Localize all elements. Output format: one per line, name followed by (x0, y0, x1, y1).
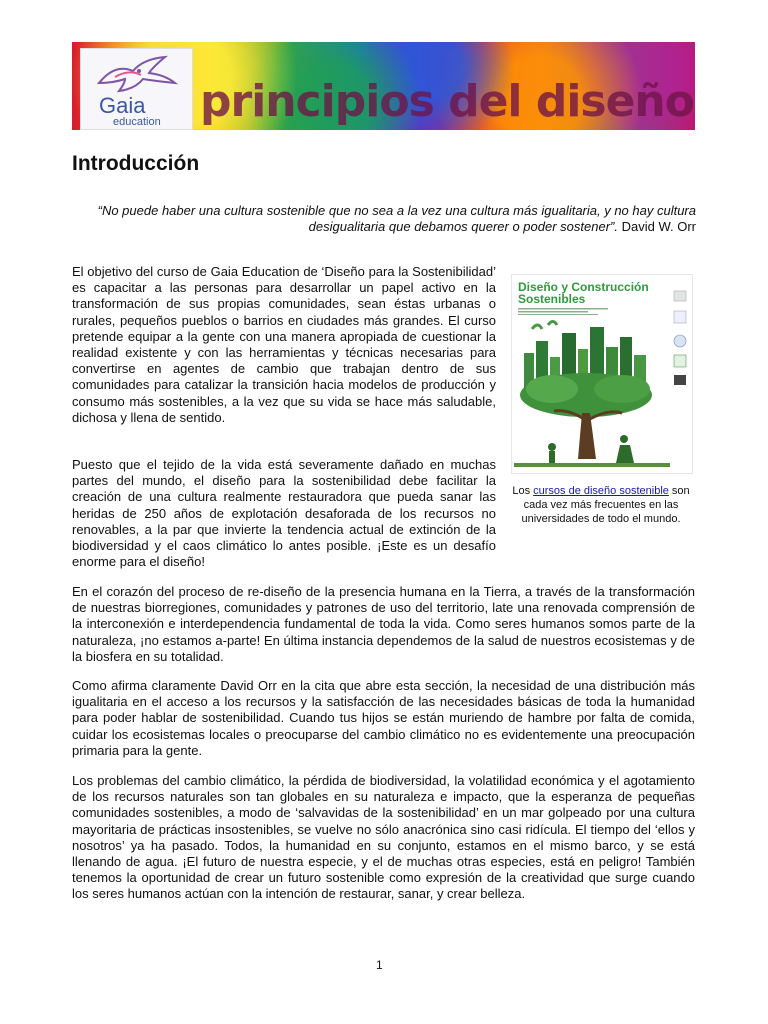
banner-title: principios del diseño (200, 76, 694, 127)
figure-caption (507, 484, 695, 526)
book-cover-subtext-lines (518, 307, 658, 315)
logo-subtitle: education (113, 116, 161, 128)
sponsor-logos-icon (672, 289, 688, 389)
page-number: 1 (376, 958, 383, 972)
paragraph-3: En el corazón del proceso de re-diseño de la presencia humana en la Tierra, a través de la transformación de nuestras biorregiones, comunidades y patrones de uso del territorio, late una renovada comprensión de la interconexión e interdependencia fundamental de toda la vida. Como seres humanos somos parte de la naturaleza, ¡no estamos a-parte! En última instancia dependemos de la salud de nuestros ecosistemas y de la biosfera en su totalidad. (72, 584, 695, 664)
hummingbird-icon (95, 53, 179, 97)
paragraph-1: El objetivo del curso de Gaia Education de ‘Diseño para la Sostenibilidad’ es capacitar a las personas para desarrollar un papel activo en la transformación de sus propias comunidades, sean éstas urbanas o rurales, pequeños pueblos o barrios en ciudades más grandes. El curso pretende equipar a la gente con una manera apropiada de cuestionar la realidad existente y con las herramientas y técnicas necesarias para convertirse en agentes de cambio que trabajan dentro de sus comunidades para catalizar la transición hacia modelos de producción y consumo más sostenibles, a la vez que su vida se hace más saludable, dichosa y llena de sentido. (72, 264, 496, 425)
quote-author: David W. Orr (617, 219, 696, 234)
paragraph-5: Los problemas del cambio climático, la pérdida de biodiversidad, la volatilidad económica y el agotamiento de los recursos naturales son tan globales en su naturaleza e impacto, que la esperanza de pequeñas comunidades sostenibles, a modo de ‘salvavidas de la sostenibilidad’ en un mar golpeado por una cultura mayoritaria de prácticas insostenibles, se vuelve no sólo anacrónica sino casi ridícula. El tiempo del ‘ellos y nosotros’ ya ha pasado. Todos, la humanidad en su conjunto, estamos en el mismo barco, y se está llenando de agua. ¡El futuro de nuestra especie, y el de muchas otras especies, está en peligro! También tenemos la oportunidad de crear un futuro sostenible como expresión de la creatividad que surge cuando los seres humanos actúan con la intención de restaurar, sanar, y crear belleza. (72, 773, 695, 902)
caption-link[interactable]: cursos de diseño sostenible (533, 485, 669, 497)
header-banner (72, 42, 695, 130)
book-cover-figure (507, 274, 695, 526)
caption-text-start: Los (512, 485, 534, 497)
caption-text-end: son cada vez más frecuentes en las universidades de todo el mundo. (521, 485, 690, 525)
book-cover-image (511, 274, 693, 474)
quote-text: “No puede haber una cultura sostenible que no sea a la vez una cultura más igualitaria, y no hay cultura desigualitaria que debamos querer o poder sostener”. (97, 203, 696, 234)
paragraph-4: Como afirma claramente David Orr en la cita que abre esta sección, la necesidad de una distribución más igualitaria en el acceso a los recursos y la satisfacción de las necesidades básicas de toda la humanidad para poder hablar de sostenibilidad. Cuando tus hijos se están muriendo de hambre por falta de comida, cuidar los ecosistemas locales o preocuparse del cambio climático no es evidentemente una preocupación primaria para la gente. (72, 678, 695, 758)
gaia-education-logo (80, 48, 193, 130)
book-cover-title: Diseño y Construcción Sostenibles (518, 280, 649, 306)
section-heading: Introducción (72, 152, 200, 175)
paragraph-2: Puesto que el tejido de la vida está severamente dañado en muchas partes del mundo, el diseño para la sostenibilidad debe facilitar la creación de una cultura realmente restauradora que pueda sanar las heridas de 250 años de explotación desaforada de los recursos no renovables, a la par que invierte la tendencia actual de extinción de la biodiversidad y el caos climático lo antes posible. ¡Este es un desafío enorme para el diseño! (72, 457, 496, 570)
logo-name: Gaia (99, 93, 146, 118)
opening-quote (86, 203, 696, 235)
tree-city-illustration (512, 319, 672, 471)
